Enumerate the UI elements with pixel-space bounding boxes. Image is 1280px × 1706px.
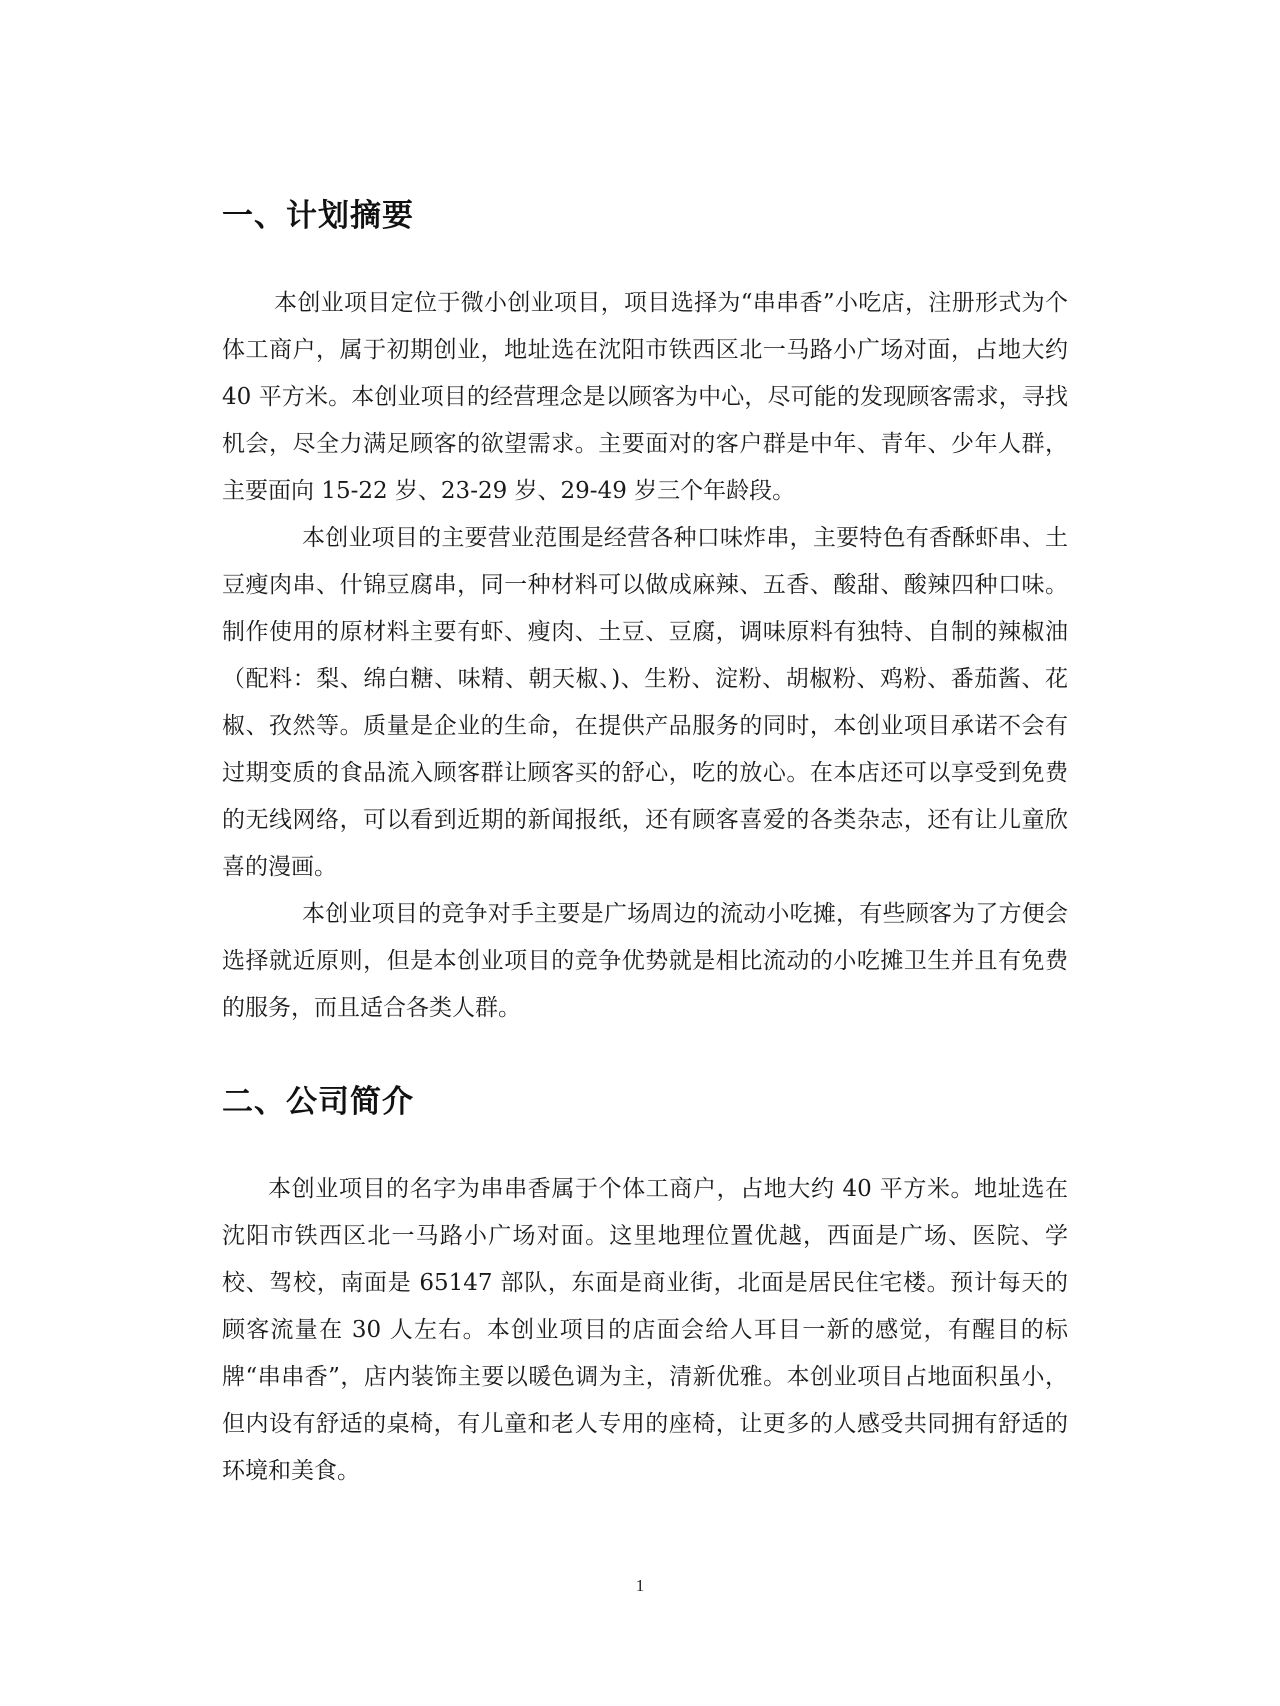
section-body-company-profile [222, 1166, 1068, 1495]
section-heading-plan-summary: 一、计划摘要 [222, 198, 414, 234]
paragraph: 本创业项目的主要营业范围是经营各种口味炸串，主要特色有香酥虾串、土豆瘦肉串、什锦豆腐串，同一种材料可以做成麻辣、五香、酸甜、酸辣四种口味。制作使用的原材料主要有虾、瘦肉、土豆、豆腐，调味原料有独特、自制的辣椒油（配料：梨、绵白糖、味精、朝天椒、)、生粉、淀粉、胡椒粉、鸡粉、番茄酱、花椒、孜然等。质量是企业的生命，在提供产品服务的同时，本创业项目承诺不会有过期变质的食品流入顾客群让顾客买的舒心，吃的放心。在本店还可以享受到免费的无线网络，可以看到近期的新闻报纸，还有顾客喜爱的各类杂志，还有让儿童欣喜的漫画。 [222, 525, 1068, 880]
paragraph: 本创业项目的竞争对手主要是广场周边的流动小吃摊，有些顾客为了方便会选择就近原则，但是本创业项目的竞争优势就是相比流动的小吃摊卫生并且有免费的服务，而且适合各类人群。 [222, 901, 1068, 1021]
section-body-plan-summary [222, 280, 1068, 1032]
paragraph: 本创业项目的名字为串串香属于个体工商户，占地大约 40 平方米。地址选在沈阳市铁西区北一马路小广场对面。这里地理位置优越，西面是广场、医院、学校、驾校，南面是 65147 部队，东面是商业街，北面是居民住宅楼。预计每天的顾客流量在 30 人左右。本创业项目的店面会给人耳目一新的感觉，有醒目的标牌“串串香”，店内装饰主要以暖色调为主，清新优雅。本创业项目占地面积虽小，但内设有舒适的桌椅，有儿童和老人专用的座椅，让更多的人感受共同拥有舒适的环境和美食。 [222, 1176, 1068, 1484]
page-number: 1 [635, 1576, 645, 1595]
paragraph: 本创业项目定位于微小创业项目，项目选择为“串串香”小吃店，注册形式为个体工商户，属于初期创业，地址选在沈阳市铁西区北一马路小广场对面，占地大约 40 平方米。本创业项目的经营理念是以顾客为中心，尽可能的发现顾客需求，寻找机会，尽全力满足顾客的欲望需求。主要面对的客户群是中年、青年、少年人群，主要面向 15-22 岁、23-29 岁、29-49 岁三个年龄段。 [222, 290, 1068, 504]
section-heading-company-profile: 二、公司简介 [222, 1084, 414, 1120]
page-content [222, 196, 1068, 1495]
